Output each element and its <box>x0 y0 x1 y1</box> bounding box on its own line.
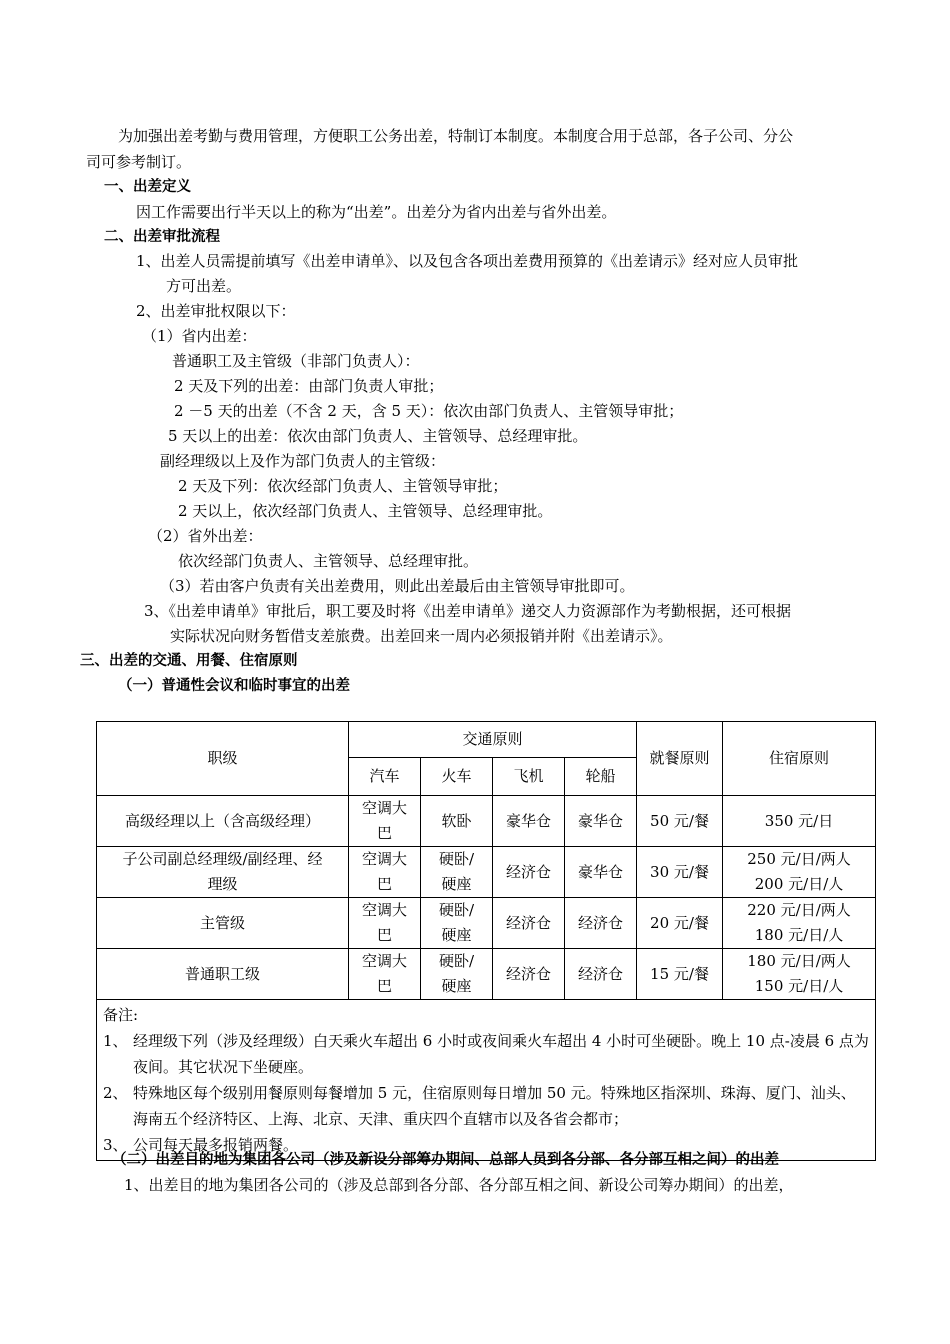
table-row <box>97 847 876 898</box>
staff-rule-heading: 普通职工及主管级（非部门负责人）： <box>172 352 420 370</box>
bus-cell: 空调大 巴 <box>349 898 421 949</box>
staff-rule-3: 5 天以上的出差：依次由部门负责人、主管领导、总经理审批。 <box>168 427 588 445</box>
level-cell: 普通职工级 <box>97 949 349 1000</box>
table-row <box>97 949 876 1000</box>
note-item: 2、 特殊地区每个级别用餐原则每餐增加 5 元，住宿原则每日增加 50 元。特殊地区指深圳、珠海、厦门、汕头、海南五个经济特区、上海、北京、天津、重庆四个直辖市以及各省会都市； <box>103 1084 856 1128</box>
in-province-title: （1）省内出差： <box>142 327 257 345</box>
meal-cell: 30 元/餐 <box>637 847 723 898</box>
note-item: 3、 公司每天最多报销两餐。 <box>103 1136 299 1154</box>
header-hotel: 住宿原则 <box>723 722 876 796</box>
table-row <box>97 796 876 847</box>
ship-cell: 豪华仓 <box>565 847 637 898</box>
level-cell: 主管级 <box>97 898 349 949</box>
section-2-title: 二、出差审批流程 <box>104 229 220 245</box>
intro-line-1: 为加强出差考勤与费用管理，方便职工公务出差，特制订本制度。本制度合用于总部，各子公司、分公 <box>118 127 794 145</box>
bus-cell: 空调大 巴 <box>349 847 421 898</box>
plane-cell: 豪华仓 <box>493 796 565 847</box>
manager-rule-1: 2 天及下列：依次经部门负责人、主管领导审批； <box>178 477 508 495</box>
approval-item-2: 2、出差审批权限以下： <box>136 302 296 320</box>
level-cell: 子公司副总经理级/副经理、经 理级 <box>97 847 349 898</box>
subsection-2-title: （二）出差目的地为集团各公司（涉及新设分部筹办期间、总部人员到各分部、各分部互相之间）的出差 <box>112 1152 779 1168</box>
header-meal: 就餐原则 <box>637 722 723 796</box>
out-province-title: （2）省外出差： <box>148 527 263 545</box>
bus-cell: 空调大 巴 <box>349 949 421 1000</box>
notes-row <box>97 1000 876 1161</box>
approval-item-3-cont: 实际状况向财务暂借支差旅费。出差回来一周内必须报销并附《出差请示》。 <box>170 627 673 645</box>
train-cell: 硬卧/ 硬座 <box>421 898 493 949</box>
client-paid-rule: （3）若由客户负责有关出差费用，则此出差最后由主管领导审批即可。 <box>160 577 635 595</box>
approval-item-1: 1、出差人员需提前填写《出差申请单》、以及包含各项出差费用预算的《出差请示》经对应人员审批 <box>136 252 799 270</box>
approval-item-3: 3、《出差申请单》审批后，职工要及时将《出差申请单》递交人力资源部作为考勤根据，还可根据 <box>144 602 792 620</box>
header-ship: 轮船 <box>565 758 637 796</box>
ship-cell: 经济仓 <box>565 898 637 949</box>
meal-cell: 50 元/餐 <box>637 796 723 847</box>
staff-rule-2: 2 －5 天的出差（不含 2 天，含 5 天）：依次由部门负责人、主管领导审批； <box>174 402 684 420</box>
hotel-cell: 180 元/日/两人 150 元/日/人 <box>723 949 876 1000</box>
out-province-rule: 依次经部门负责人、主管领导、总经理审批。 <box>178 552 479 570</box>
ship-cell: 经济仓 <box>565 949 637 1000</box>
train-cell: 硬卧/ 硬座 <box>421 949 493 1000</box>
staff-rule-1: 2 天及下列的出差：由部门负责人审批； <box>174 377 444 395</box>
header-plane: 飞机 <box>493 758 565 796</box>
section-1-title: 一、出差定义 <box>104 179 191 195</box>
meal-cell: 15 元/餐 <box>637 949 723 1000</box>
level-cell: 高级经理以上（含高级经理） <box>97 796 349 847</box>
plane-cell: 经济仓 <box>493 847 565 898</box>
note-item: 1、 经理级下列（涉及经理级）白天乘火车超出 6 小时或夜间乘火车超出 4 小时可坐硬卧。晚上 10 点-凌晨 6 点为夜间。其它状况下坐硬座。 <box>103 1032 869 1076</box>
travel-standards-table <box>96 721 876 1161</box>
train-cell: 软卧 <box>421 796 493 847</box>
plane-cell: 经济仓 <box>493 898 565 949</box>
subsection-1-title: （一）普通性会议和临时事宜的出差 <box>118 678 350 694</box>
section-1-body: 因工作需要出行半天以上的称为“出差”。出差分为省内出差与省外出差。 <box>136 203 617 221</box>
train-cell: 硬卧/ 硬座 <box>421 847 493 898</box>
header-train: 火车 <box>421 758 493 796</box>
notes-cell <box>97 1000 876 1161</box>
manager-rule-2: 2 天以上，依次经部门负责人、主管领导、总经理审批。 <box>178 502 553 520</box>
section-3-title: 三、出差的交通、用餐、住宿原则 <box>80 653 298 669</box>
bus-cell: 空调大 巴 <box>349 796 421 847</box>
hotel-cell: 220 元/日/两人 180 元/日/人 <box>723 898 876 949</box>
header-bus: 汽车 <box>349 758 421 796</box>
subsection-2-item-1: 1、出差目的地为集团各公司的（涉及总部到各分部、各分部互相之间、新设公司筹办期间）的出差， <box>124 1176 794 1194</box>
header-level: 职级 <box>97 722 349 796</box>
table-row <box>97 898 876 949</box>
plane-cell: 经济仓 <box>493 949 565 1000</box>
hotel-cell: 250 元/日/两人 200 元/日/人 <box>723 847 876 898</box>
approval-item-1-cont: 方可出差。 <box>166 277 242 295</box>
meal-cell: 20 元/餐 <box>637 898 723 949</box>
hotel-cell: 350 元/日 <box>723 796 876 847</box>
ship-cell: 豪华仓 <box>565 796 637 847</box>
intro-line-2: 司可参考制订。 <box>86 153 192 171</box>
manager-rule-heading: 副经理级以上及作为部门负责人的主管级： <box>160 452 446 470</box>
notes-label: 备注: <box>103 1006 139 1024</box>
header-transport: 交通原则 <box>349 722 637 758</box>
